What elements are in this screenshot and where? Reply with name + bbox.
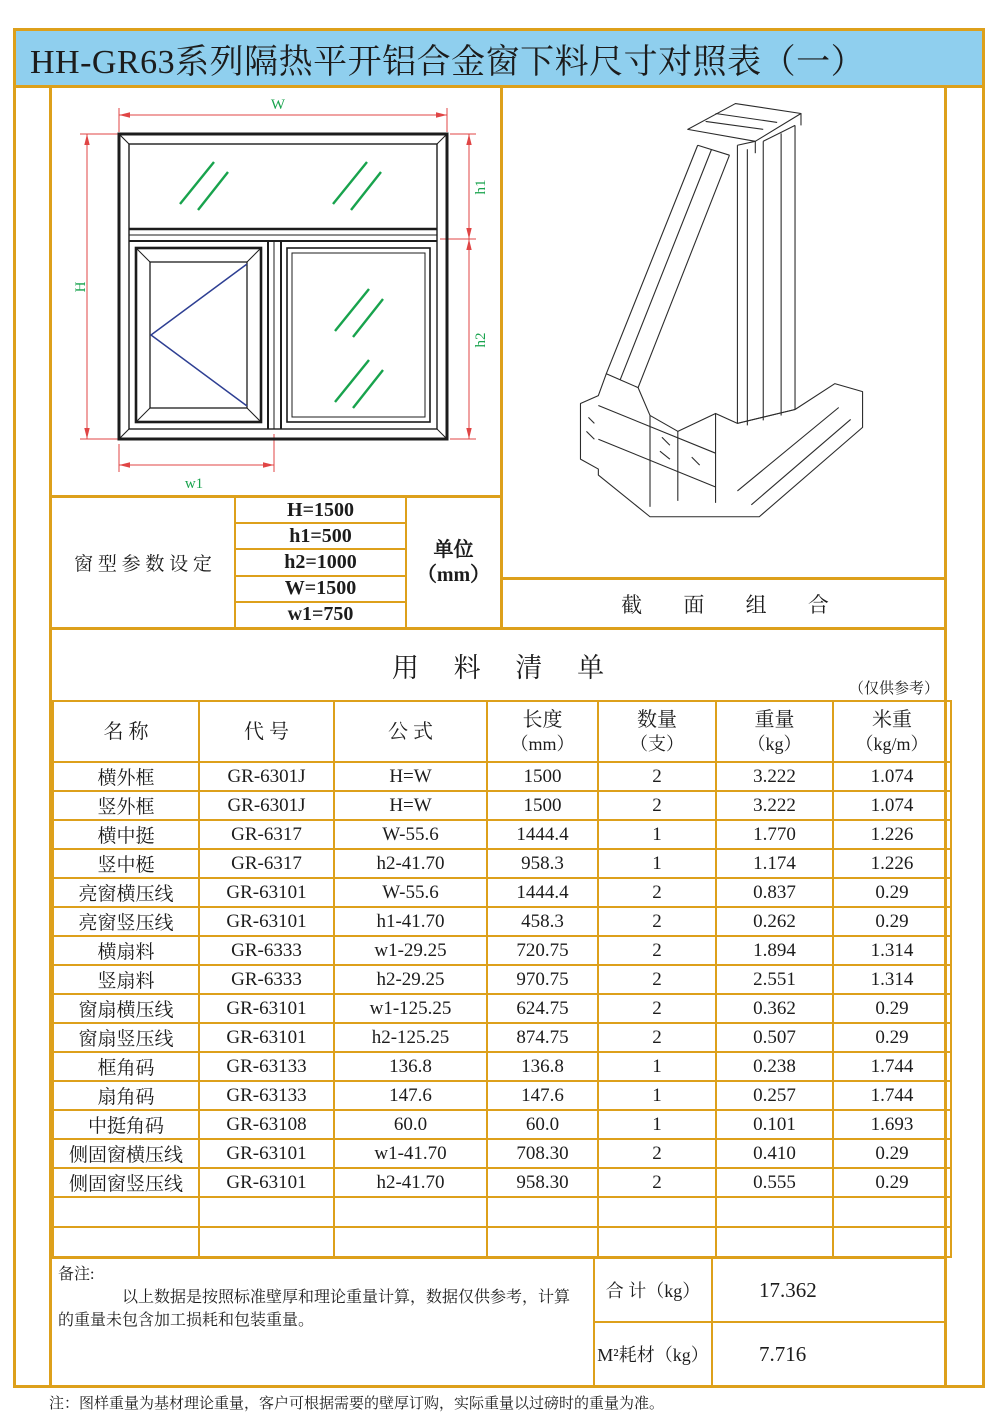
table-cell: 1 [598, 1052, 716, 1081]
table-cell [833, 1227, 951, 1257]
table-row [53, 994, 951, 1023]
table-cell: 970.75 [487, 965, 598, 994]
dim-label-h: H [73, 281, 89, 293]
table-row [53, 1081, 951, 1110]
material-list-title: 用 料 清 单 [391, 652, 619, 683]
table-cell: 2 [598, 1168, 716, 1197]
table-cell: 亮窗横压线 [53, 878, 199, 907]
table-cell: 亮窗竖压线 [53, 907, 199, 936]
table-cell [199, 1197, 334, 1227]
table-cell: 竖扇料 [53, 965, 199, 994]
table-cell: GR-63101 [199, 878, 334, 907]
cross-section-drawing [503, 88, 947, 577]
table-cell [199, 1227, 334, 1257]
table-cell: W-55.6 [334, 878, 487, 907]
dim-label-h1: h1 [473, 179, 489, 195]
table-cell: 0.29 [833, 907, 951, 936]
table-cell: 136.8 [334, 1052, 487, 1081]
table-cell: 147.6 [334, 1081, 487, 1110]
table-row [53, 791, 951, 820]
unit-cell [407, 498, 500, 627]
remark-cell [52, 1259, 595, 1385]
table-cell: 2 [598, 791, 716, 820]
table-cell: GR-6317 [199, 849, 334, 878]
table-cell: GR-63101 [199, 1023, 334, 1052]
column-header: 公 式 [334, 701, 487, 762]
table-cell: 0.29 [833, 878, 951, 907]
table-row [53, 1023, 951, 1052]
total-value: 17.362 [759, 1277, 817, 1302]
casement-opening-lines [151, 264, 247, 406]
table-cell: 2 [598, 965, 716, 994]
table-cell: 458.3 [487, 907, 598, 936]
parameter-value: w1=750 [287, 603, 354, 626]
table-cell: 横扇料 [53, 936, 199, 965]
table-cell: w1-125.25 [334, 994, 487, 1023]
table-cell: 1.744 [833, 1081, 951, 1110]
table-cell: 1 [598, 1110, 716, 1139]
table-cell: 1500 [487, 791, 598, 820]
table-row [53, 965, 951, 994]
total-label: 合 计（kg） [595, 1259, 713, 1321]
table-cell: 1 [598, 820, 716, 849]
table-cell: 1.174 [716, 849, 833, 878]
total-row [595, 1259, 944, 1323]
totals-cell [595, 1259, 944, 1385]
table-cell: 侧固窗横压线 [53, 1139, 199, 1168]
table-cell [598, 1197, 716, 1227]
remark-totals-section [52, 1258, 944, 1385]
table-row [53, 1139, 951, 1168]
table-cell: h2-125.25 [334, 1023, 487, 1052]
table-cell: 3.222 [716, 791, 833, 820]
table-cell: 874.75 [487, 1023, 598, 1052]
table-cell: w1-29.25 [334, 936, 487, 965]
page-footnote: 注：图样重量为基材理论重量，客户可根据需要的壁厚订购，实际重量以过磅时的重量为准。 [49, 1396, 665, 1412]
table-cell: 624.75 [487, 994, 598, 1023]
table-cell: 1.226 [833, 849, 951, 878]
table-cell: GR-6301J [199, 791, 334, 820]
table-cell: 1.226 [833, 820, 951, 849]
table-cell: 1.744 [833, 1052, 951, 1081]
table-cell: 1 [598, 849, 716, 878]
parameter-values [236, 498, 407, 627]
table-cell: 1.074 [833, 791, 951, 820]
table-cell: 横中挺 [53, 820, 199, 849]
table-cell [334, 1197, 487, 1227]
table-cell: 1.314 [833, 965, 951, 994]
parameter-value: W=1500 [236, 577, 405, 603]
empty-row [53, 1197, 951, 1227]
table-cell: GR-6301J [199, 762, 334, 791]
column-header: 数量 （支） [598, 701, 716, 762]
table-cell: GR-63133 [199, 1052, 334, 1081]
per-sqm-row [595, 1323, 944, 1385]
table-cell [487, 1197, 598, 1227]
table-cell: 窗扇横压线 [53, 994, 199, 1023]
dim-label-w: W [270, 97, 286, 113]
dim-label-h2: h2 [473, 332, 489, 348]
table-cell: 958.3 [487, 849, 598, 878]
remark-text: 以上数据是按照标准壁厚和理论重量计算，数据仅供参考，计算的重量未包含加工损耗和包装重量。 [58, 1289, 571, 1330]
table-row [53, 907, 951, 936]
column-header: 名 称 [53, 701, 199, 762]
table-cell: GR-63101 [199, 994, 334, 1023]
table-cell: 0.507 [716, 1023, 833, 1052]
table-cell: GR-63101 [199, 1139, 334, 1168]
table-cell: 2 [598, 1023, 716, 1052]
table-cell: 2 [598, 878, 716, 907]
table-cell: 2 [598, 907, 716, 936]
table-cell: 0.29 [833, 1139, 951, 1168]
table-cell: h2-41.70 [334, 849, 487, 878]
table-cell: 958.30 [487, 1168, 598, 1197]
table-cell: H=W [334, 762, 487, 791]
table-cell: GR-63101 [199, 907, 334, 936]
table-cell: 708.30 [487, 1139, 598, 1168]
table-cell: 侧固窗竖压线 [53, 1168, 199, 1197]
table-cell: GR-63101 [199, 1168, 334, 1197]
window-elevation-drawing [52, 88, 500, 495]
table-row [53, 1110, 951, 1139]
table-cell: GR-6317 [199, 820, 334, 849]
table-cell: 3.222 [716, 762, 833, 791]
table-cell: h2-29.25 [334, 965, 487, 994]
table-cell: 0.257 [716, 1081, 833, 1110]
table-cell: 1444.4 [487, 878, 598, 907]
table-cell: W-55.6 [334, 820, 487, 849]
table-cell: 2 [598, 1139, 716, 1168]
table-row [53, 820, 951, 849]
page-title: HH-GR63系列隔热平开铝合金窗下料尺寸对照表（一） [16, 31, 982, 88]
table-cell [334, 1227, 487, 1257]
window-parameters-table [52, 495, 500, 627]
table-row [53, 849, 951, 878]
table-cell: 0.29 [833, 994, 951, 1023]
drawings-section [52, 88, 944, 630]
table-cell [53, 1197, 199, 1227]
unit-label: 单位 [433, 538, 474, 561]
table-cell: 0.29 [833, 1168, 951, 1197]
table-cell: 60.0 [487, 1110, 598, 1139]
table-cell [598, 1227, 716, 1257]
column-header: 代 号 [199, 701, 334, 762]
table-cell: 147.6 [487, 1081, 598, 1110]
unit-value: （mm） [416, 563, 491, 586]
table-cell [53, 1227, 199, 1257]
table-cell [487, 1227, 598, 1257]
window-elevation-panel [52, 88, 503, 627]
sheet-content [49, 88, 947, 1385]
per-sqm-label: M²耗材（kg） [595, 1323, 713, 1385]
table-cell: 1.074 [833, 762, 951, 791]
table-cell: 0.555 [716, 1168, 833, 1197]
parameter-value: h2=1000 [236, 550, 405, 576]
table-cell: h2-41.70 [334, 1168, 487, 1197]
table-cell: 竖外框 [53, 791, 199, 820]
material-list-table [52, 700, 952, 1258]
table-cell: 0.101 [716, 1110, 833, 1139]
cross-section-wrap [503, 88, 947, 577]
cross-section-label: 截 面 组 合 [503, 577, 947, 627]
table-cell: 0.29 [833, 1023, 951, 1052]
table-row [53, 1168, 951, 1197]
table-cell: 1.693 [833, 1110, 951, 1139]
empty-row [53, 1227, 951, 1257]
table-cell [716, 1197, 833, 1227]
table-cell: 横外框 [53, 762, 199, 791]
table-row [53, 762, 951, 791]
table-cell: 136.8 [487, 1052, 598, 1081]
table-cell [833, 1197, 951, 1227]
table-cell: 框角码 [53, 1052, 199, 1081]
window-diagram-wrap [52, 88, 500, 495]
table-cell: 2 [598, 762, 716, 791]
table-cell: 1.314 [833, 936, 951, 965]
table-cell: GR-6333 [199, 965, 334, 994]
material-table-head [53, 701, 951, 762]
table-cell: 2 [598, 936, 716, 965]
table-cell: 2.551 [716, 965, 833, 994]
table-cell: 0.262 [716, 907, 833, 936]
remark-label: 备注: [58, 1266, 95, 1283]
parameter-value: H=1500 [236, 498, 405, 524]
per-sqm-value: 7.716 [759, 1341, 807, 1366]
table-cell: 1 [598, 1081, 716, 1110]
table-cell: 720.75 [487, 936, 598, 965]
sheet-border [13, 28, 985, 1388]
table-cell: 1.894 [716, 936, 833, 965]
table-cell: 中挺角码 [53, 1110, 199, 1139]
table-cell: 竖中梃 [53, 849, 199, 878]
table-cell: H=W [334, 791, 487, 820]
table-cell: GR-63108 [199, 1110, 334, 1139]
table-cell: 0.238 [716, 1052, 833, 1081]
table-cell: 1500 [487, 762, 598, 791]
dim-label-w1: w1 [184, 476, 204, 492]
material-table-body [53, 762, 951, 1257]
reference-note: （仅供参考） [848, 681, 939, 697]
column-header: 长度 （mm） [487, 701, 598, 762]
table-cell: 1.770 [716, 820, 833, 849]
table-cell: 0.410 [716, 1139, 833, 1168]
table-cell: w1-41.70 [334, 1139, 487, 1168]
table-cell: 窗扇竖压线 [53, 1023, 199, 1052]
table-row [53, 936, 951, 965]
parameters-label: 窗 型 参 数 设 定 [52, 498, 236, 627]
column-header: 米重 （kg/m） [833, 701, 951, 762]
column-header: 重量 （kg） [716, 701, 833, 762]
table-cell: 0.362 [716, 994, 833, 1023]
table-cell: 扇角码 [53, 1081, 199, 1110]
table-row [53, 1052, 951, 1081]
table-cell: 60.0 [334, 1110, 487, 1139]
table-cell: 1444.4 [487, 820, 598, 849]
parameter-value: h1=500 [236, 524, 405, 550]
table-cell [716, 1227, 833, 1257]
material-list-header [52, 630, 944, 700]
table-cell: 2 [598, 994, 716, 1023]
table-cell: h1-41.70 [334, 907, 487, 936]
table-row [53, 878, 951, 907]
table-cell: 0.837 [716, 878, 833, 907]
table-cell: GR-6333 [199, 936, 334, 965]
cross-section-panel [503, 88, 947, 627]
table-cell: GR-63133 [199, 1081, 334, 1110]
